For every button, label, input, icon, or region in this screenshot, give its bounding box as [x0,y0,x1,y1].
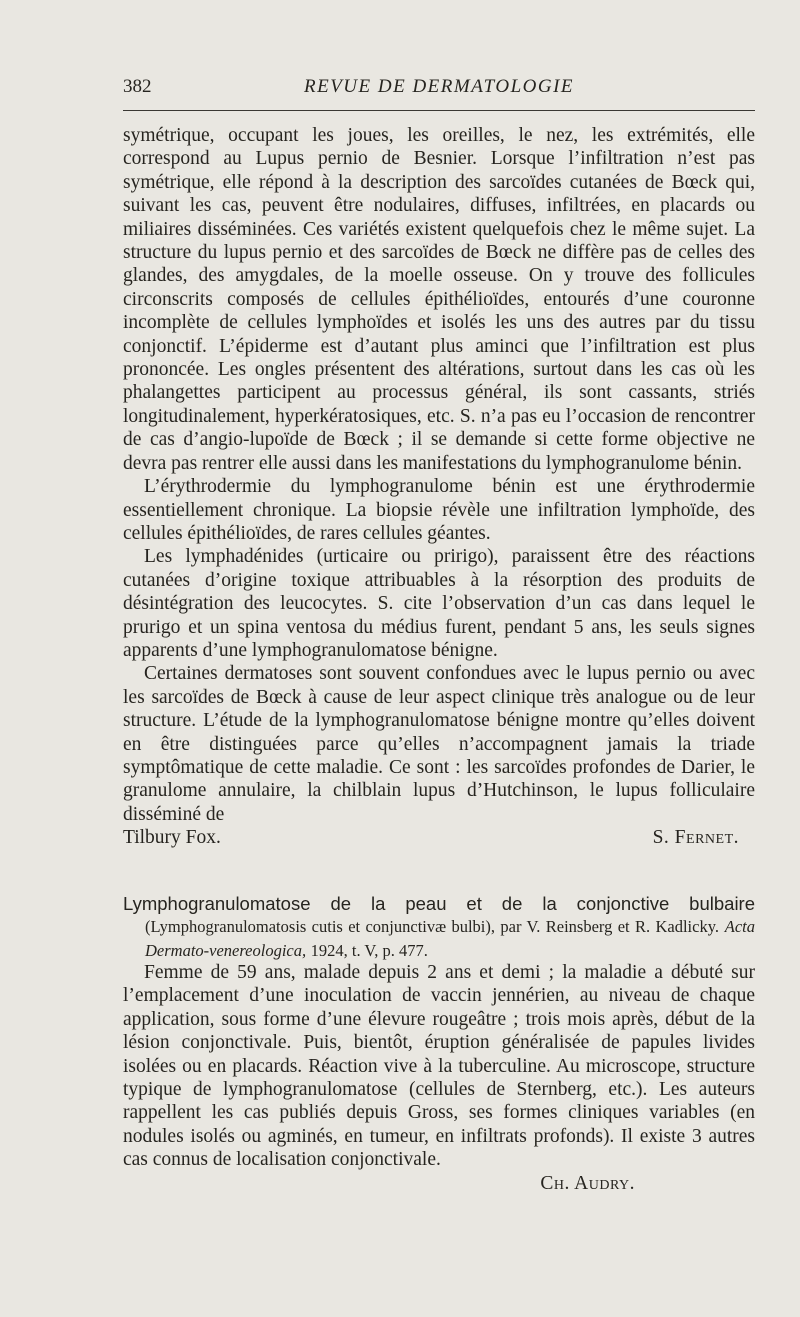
citation: 1924, t. V, p. 477. [310,940,428,960]
paragraph: Femme de 59 ans, malade depuis 2 ans et demi ; la maladie a débuté sur l’emplacement d’une inoculation de vaccin jennérien, au niveau de chaque application, sous forme d’une élevure rougeâtre ; trois mois après, début de la lésion conjonctivale. Puis, bientôt, éruption généralisée de papules livides isolées ou en placards. Réaction vive à la tuberculine. Au microscope, structure typique de lymphogranulomatose (cellules de Sternberg, etc.). Les auteurs rappellent les cas publiés depuis Gross, ses formes cliniques variables (en nodules isolés ou agminés, en tumeur, en infiltrats profonds). Il existe 3 autres cas connus de localisation conjonctivale. [123,962,755,1171]
author-signature: S. Fernet. [652,827,739,849]
paragraph: L’érythrodermie du lymphogranulome bénin est une érythrodermie essentiellement chronique. La biopsie révèle une infiltration lymphoïde, des cellules épithélioïdes, de rares cellules géantes. [123,476,755,544]
article-title-block [123,893,755,962]
author-signature: Ch. Audry. [540,1172,635,1194]
paragraph: symétrique, occupant les joues, les oreilles, le nez, les extrémités, elle correspond au Lupus pernio de Besnier. Lorsque l’infiltration n’est pas symétrique, elle répond à la description des sarcoïdes cutanées de Bœck qui, suivant les cas, peuvent être nodulaires, diffuses, infiltrées, en placards ou miliaires disséminées. Ces variétés existent quelquefois chez le même sujet. La structure du lupus pernio et des sarcoïdes de Bœck ne diffère pas de celles des glandes, des amygdales, de la moelle osseuse. On y trouve des follicules circonscrits composés de cellules épithélioïdes, entourés d’une couronne incomplète de cellules lymphoïdes et isolés les uns des autres par du tissu conjonctif. L’épiderme est d’autant plus aminci que l’infiltration est plus prononcée. Les ongles présentent des altérations, surtout dans les cas où les phalangettes participent au processus général, ils sont cassants, striés longitudinalement, hyperkératosiques, etc. S. n’a pas eu l’occasion de rencontrer de cas d’angio-lupoïde de Bœck ; il se demande si cette forme objective ne devra pas rentrer elle aussi dans les manifestations du lymphogranulome bénin. [123,125,755,474]
page-header [123,76,755,102]
article-subtitle: (Lymphogranulomatosis cutis et conjunctivæ bulbi), par V. Reinsberg et R. Kadlicky. [145,917,720,937]
signature-line [123,826,755,849]
page-number: 382 [123,76,152,97]
review-continuation [123,124,755,850]
closing-text: Tilbury Fox. [123,827,221,849]
running-title: REVUE DE DERMATOLOGIE [303,76,575,97]
header-rule [123,110,755,111]
article-heading [123,893,755,962]
article-body [123,961,755,1195]
paragraph: Les lymphadénides (urticaire ou pririgo), paraissent être des réactions cutanées d’origine toxique attribuables à la résorption des produits de désintégration des leucocytes. S. cite l’observation d’un cas dans lequel le prurigo et un spina ventosa du médius furent, pendant 5 ans, les seuls signes apparents d’une lymphogranulomatose bénigne. [123,546,755,661]
journal-name: Acta Dermato-venereologica, [145,917,755,960]
paragraph: Certaines dermatoses sont souvent confondues avec le lupus pernio ou avec les sarcoïdes de Bœck à cause de leur aspect clinique très analogue ou de leur structure. L’étude de la lymphogranulomatose bénigne montre qu’elles doivent en être distinguées parce qu’elles n’accompagnent jamais la triade symptômatique de cette maladie. Ce sont : les sarcoïdes profondes de Darier, le granulome annulaire, la chilblain lupus d’Hutchinson, le lupus folliculaire disséminé de [123,663,755,825]
article-title: Lymphogranulomatose de la peau et de la conjonctive bulbaire [123,893,755,914]
